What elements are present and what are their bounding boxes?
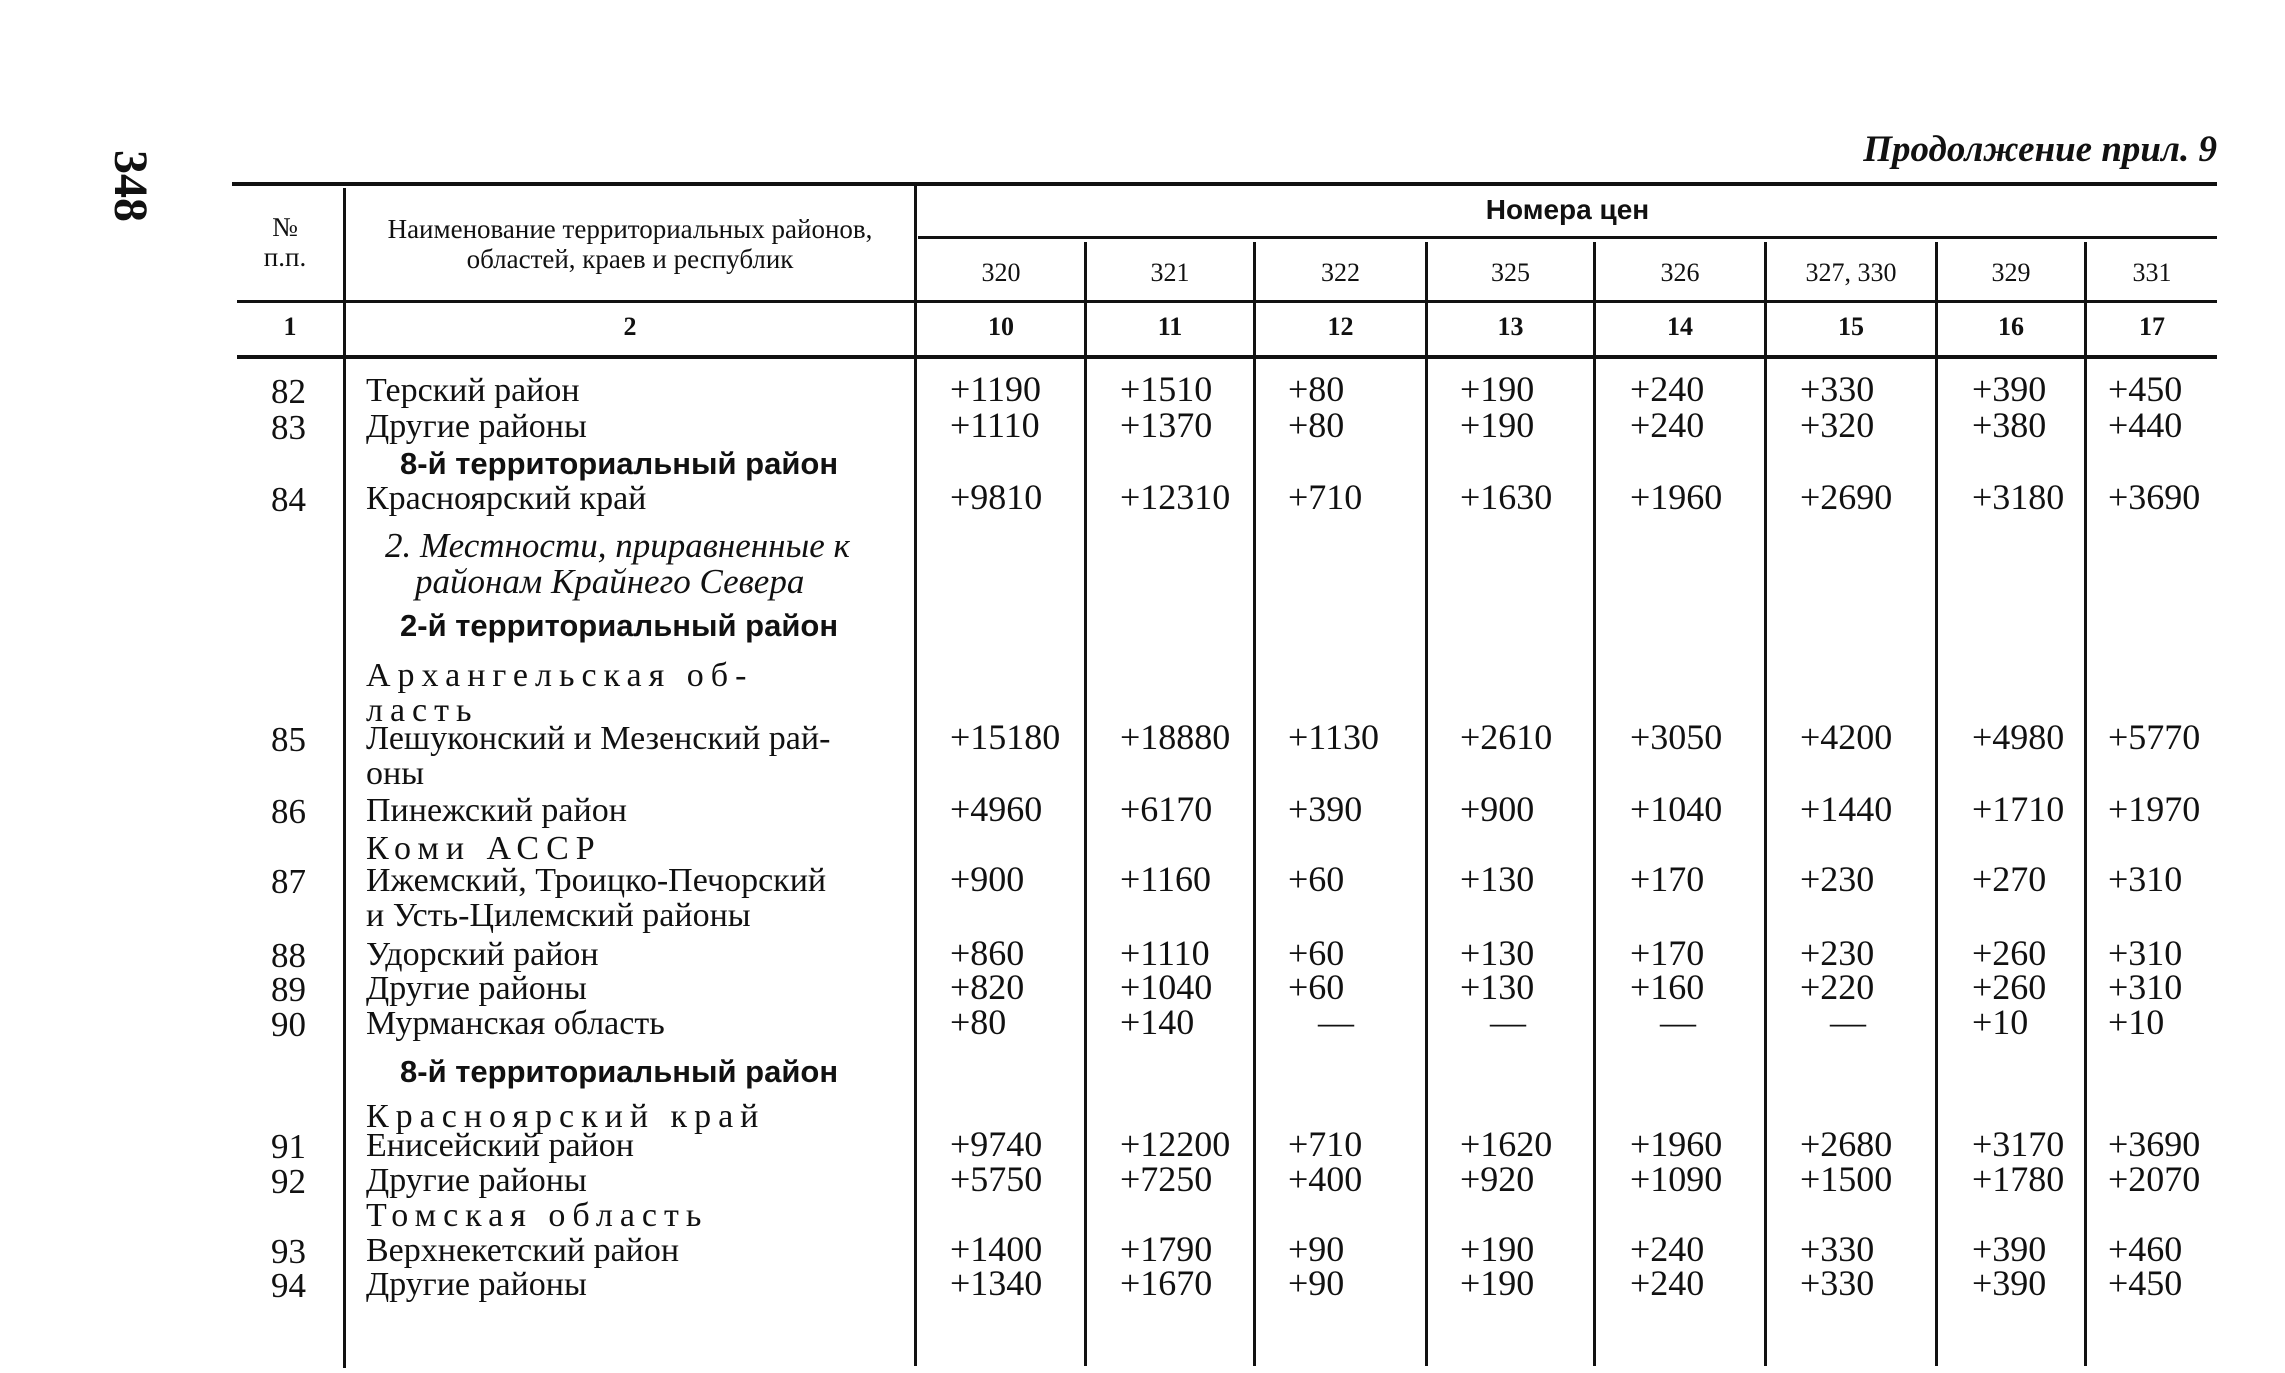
price-value: +390 <box>1972 1229 2047 1269</box>
col-rule-7 <box>1764 242 1767 1366</box>
price-value: +1960 <box>1630 1124 1723 1164</box>
price-value: +900 <box>950 859 1025 899</box>
header-no: № п.п. <box>263 212 307 272</box>
price-value: +460 <box>2108 1229 2183 1269</box>
price-value: +2610 <box>1460 717 1553 757</box>
region-heading: Коми АССР <box>366 830 602 867</box>
row-name: Верхнекетский район <box>366 1232 680 1269</box>
price-value: +80 <box>950 1002 1007 1042</box>
price-value: +1970 <box>2108 789 2201 829</box>
price-value: +90 <box>1288 1229 1345 1269</box>
price-column-header: 322 <box>1321 258 1360 287</box>
price-value: +80 <box>1288 369 1345 409</box>
price-value: +1780 <box>1972 1159 2065 1199</box>
column-index: 17 <box>2139 312 2165 341</box>
price-value: +190 <box>1460 1229 1535 1269</box>
price-value: +60 <box>1288 967 1345 1007</box>
price-value: +450 <box>2108 1263 2183 1303</box>
price-value: +90 <box>1288 1263 1345 1303</box>
price-value: — <box>1830 1002 1866 1042</box>
price-value: +130 <box>1460 933 1535 973</box>
price-value: +330 <box>1800 1229 1875 1269</box>
row-name: Другие районы <box>366 408 587 445</box>
region-heading: районам Крайнего Севера <box>415 562 805 601</box>
price-value: +230 <box>1800 933 1875 973</box>
price-value: +6170 <box>1120 789 1213 829</box>
price-column-header: 321 <box>1150 258 1190 287</box>
price-value: +390 <box>1288 789 1363 829</box>
column-index: 13 <box>1497 312 1524 341</box>
price-column-header: 331 <box>2132 258 2172 287</box>
price-value: +1090 <box>1630 1159 1723 1199</box>
price-value: +1510 <box>1120 369 1213 409</box>
price-value: +4960 <box>950 789 1043 829</box>
price-value: +9740 <box>950 1124 1043 1164</box>
price-value: +160 <box>1630 967 1705 1007</box>
price-value: +4200 <box>1800 717 1893 757</box>
price-value: +270 <box>1972 859 2047 899</box>
price-value: +9810 <box>950 477 1043 517</box>
region-heading: Архангельская об- <box>366 657 754 694</box>
price-value: +320 <box>1800 405 1875 445</box>
price-value: +60 <box>1288 859 1345 899</box>
section-heading: 2-й территориальный район <box>400 608 839 643</box>
price-value: +220 <box>1800 967 1875 1007</box>
price-value: +3170 <box>1972 1124 2065 1164</box>
row-number: 84 <box>271 480 306 519</box>
row-name-continuation: оны <box>366 755 425 792</box>
price-value: +310 <box>2108 967 2183 1007</box>
price-value: +400 <box>1288 1159 1363 1199</box>
price-value: +380 <box>1972 405 2047 445</box>
row-number: 91 <box>271 1127 306 1166</box>
continuation-note: Продолжение прил. 9 <box>1863 129 2217 170</box>
column-index: 11 <box>1157 312 1183 341</box>
price-value: +15180 <box>950 717 1061 757</box>
col-rule-4 <box>1253 242 1256 1366</box>
price-value: +12200 <box>1120 1124 1231 1164</box>
row-number: 85 <box>271 720 306 759</box>
row-name: Енисейский район <box>366 1127 634 1164</box>
prices-rule <box>918 236 2217 239</box>
row-name: Ижемский, Троицко-Печорский <box>366 862 827 899</box>
header-name: Наименование территориальных районов, областей, краев и республик <box>387 214 873 274</box>
row-number: 93 <box>271 1232 306 1271</box>
section-heading: 8-й территориальный район <box>400 1054 839 1089</box>
price-value: +330 <box>1800 1263 1875 1303</box>
row-name-continuation: и Усть-Цилемский районы <box>366 897 751 934</box>
region-heading: ласть <box>366 692 479 729</box>
row-number: 82 <box>271 372 306 411</box>
header-prices: Номера цен <box>1485 194 1650 225</box>
price-value: +920 <box>1460 1159 1535 1199</box>
price-value: — <box>1490 1002 1526 1042</box>
price-value: +1190 <box>950 369 1041 409</box>
price-value: +1440 <box>1800 789 1893 829</box>
row-number: 86 <box>271 792 306 831</box>
price-value: +450 <box>2108 369 2183 409</box>
price-column-header: 325 <box>1491 258 1530 287</box>
price-value: +2070 <box>2108 1159 2201 1199</box>
price-value: +1110 <box>950 405 1040 445</box>
price-value: +190 <box>1460 405 1535 445</box>
region-heading: Томская область <box>366 1197 709 1234</box>
price-value: +170 <box>1630 933 1705 973</box>
price-value: +2690 <box>1800 477 1893 517</box>
row-name: Другие районы <box>366 1266 587 1303</box>
price-value: +3690 <box>2108 477 2201 517</box>
column-index: 1 <box>283 312 297 341</box>
price-value: +1790 <box>1120 1229 1213 1269</box>
price-value: +140 <box>1120 1002 1195 1042</box>
top-rule <box>232 182 2217 186</box>
column-index: 14 <box>1667 312 1693 341</box>
price-value: +1620 <box>1460 1124 1553 1164</box>
price-value: +80 <box>1288 405 1345 445</box>
price-value: +1500 <box>1800 1159 1893 1199</box>
price-value: +1630 <box>1460 477 1553 517</box>
price-value: +10 <box>2108 1002 2165 1042</box>
price-value: +12310 <box>1120 477 1231 517</box>
price-value: +7250 <box>1120 1159 1213 1199</box>
row-name: Терский район <box>366 372 580 409</box>
price-value: +390 <box>1972 1263 2047 1303</box>
price-value: +1960 <box>1630 477 1723 517</box>
price-value: +130 <box>1460 859 1535 899</box>
price-value: +1130 <box>1288 717 1379 757</box>
price-value: +310 <box>2108 933 2183 973</box>
price-value: +230 <box>1800 859 1875 899</box>
price-value: +390 <box>1972 369 2047 409</box>
row-name: Пинежский район <box>366 792 627 829</box>
price-value: +18880 <box>1120 717 1231 757</box>
row-name: Другие районы <box>366 970 587 1007</box>
price-value: +1370 <box>1120 405 1213 445</box>
price-column-header: 329 <box>1991 258 2031 287</box>
row-name: Другие районы <box>366 1162 587 1199</box>
column-index: 2 <box>623 312 637 341</box>
column-index: 12 <box>1327 312 1354 341</box>
price-value: +3690 <box>2108 1124 2201 1164</box>
price-value: +60 <box>1288 933 1345 973</box>
col-rule-6 <box>1593 242 1596 1366</box>
price-value: +240 <box>1630 369 1705 409</box>
price-value: +440 <box>2108 405 2183 445</box>
column-index: 16 <box>1998 312 2024 341</box>
col-rule-9 <box>2084 242 2087 1366</box>
price-value: +240 <box>1630 1263 1705 1303</box>
row-number: 90 <box>271 1005 306 1044</box>
column-index: 10 <box>988 312 1014 341</box>
row-name: Красноярский край <box>366 480 647 517</box>
price-column-header: 326 <box>1660 258 1700 287</box>
price-value: +1040 <box>1630 789 1723 829</box>
row-number: 92 <box>271 1162 306 1201</box>
row-number: 88 <box>271 936 306 975</box>
price-value: +3180 <box>1972 477 2065 517</box>
price-value: +170 <box>1630 859 1705 899</box>
col-rule-5 <box>1425 242 1428 1366</box>
row-number: 94 <box>271 1266 306 1305</box>
price-value: +5770 <box>2108 717 2201 757</box>
region-heading: Красноярский край <box>366 1098 766 1135</box>
price-value: +2680 <box>1800 1124 1893 1164</box>
price-value: +1400 <box>950 1229 1043 1269</box>
col-rule-1 <box>343 188 346 1368</box>
row-number: 87 <box>271 862 306 901</box>
price-value: +900 <box>1460 789 1535 829</box>
price-value: +190 <box>1460 1263 1535 1303</box>
price-value: +10 <box>1972 1002 2029 1042</box>
price-value: +3050 <box>1630 717 1723 757</box>
section-heading: 8-й территориальный район <box>400 446 839 481</box>
row-name: Мурманская область <box>366 1005 665 1042</box>
col-rule-2 <box>914 186 917 1366</box>
price-value: +1670 <box>1120 1263 1213 1303</box>
column-index: 15 <box>1838 312 1864 341</box>
index-rule-top <box>237 300 2217 303</box>
price-value: +260 <box>1972 967 2047 1007</box>
row-number: 89 <box>271 970 306 1009</box>
price-value: — <box>1660 1002 1696 1042</box>
price-value: +710 <box>1288 477 1363 517</box>
price-value: +130 <box>1460 967 1535 1007</box>
price-value: +4980 <box>1972 717 2065 757</box>
price-value: +1110 <box>1120 933 1210 973</box>
price-value: +1160 <box>1120 859 1211 899</box>
price-value: — <box>1318 1002 1354 1042</box>
index-rule-bottom <box>237 355 2217 359</box>
price-value: +5750 <box>950 1159 1043 1199</box>
region-heading: 2. Местности, приравненные к <box>385 526 850 565</box>
price-value: +240 <box>1630 1229 1705 1269</box>
col-rule-8 <box>1935 242 1938 1366</box>
price-value: +310 <box>2108 859 2183 899</box>
row-name: Лешуконский и Мезенский рай- <box>366 720 831 757</box>
row-name: Удорский район <box>366 936 599 973</box>
col-rule-3 <box>1084 242 1087 1366</box>
price-value: +860 <box>950 933 1025 973</box>
price-value: +240 <box>1630 405 1705 445</box>
price-value: +1340 <box>950 1263 1043 1303</box>
row-number: 83 <box>271 408 306 447</box>
price-value: +330 <box>1800 369 1875 409</box>
page-number: 348 <box>104 150 157 222</box>
price-value: +1710 <box>1972 789 2065 829</box>
price-value: +260 <box>1972 933 2047 973</box>
price-value: +1040 <box>1120 967 1213 1007</box>
price-value: +710 <box>1288 1124 1363 1164</box>
price-column-header: 327, 330 <box>1805 258 1897 287</box>
price-value: +190 <box>1460 369 1535 409</box>
price-value: +820 <box>950 967 1025 1007</box>
price-column-header: 320 <box>981 258 1021 287</box>
